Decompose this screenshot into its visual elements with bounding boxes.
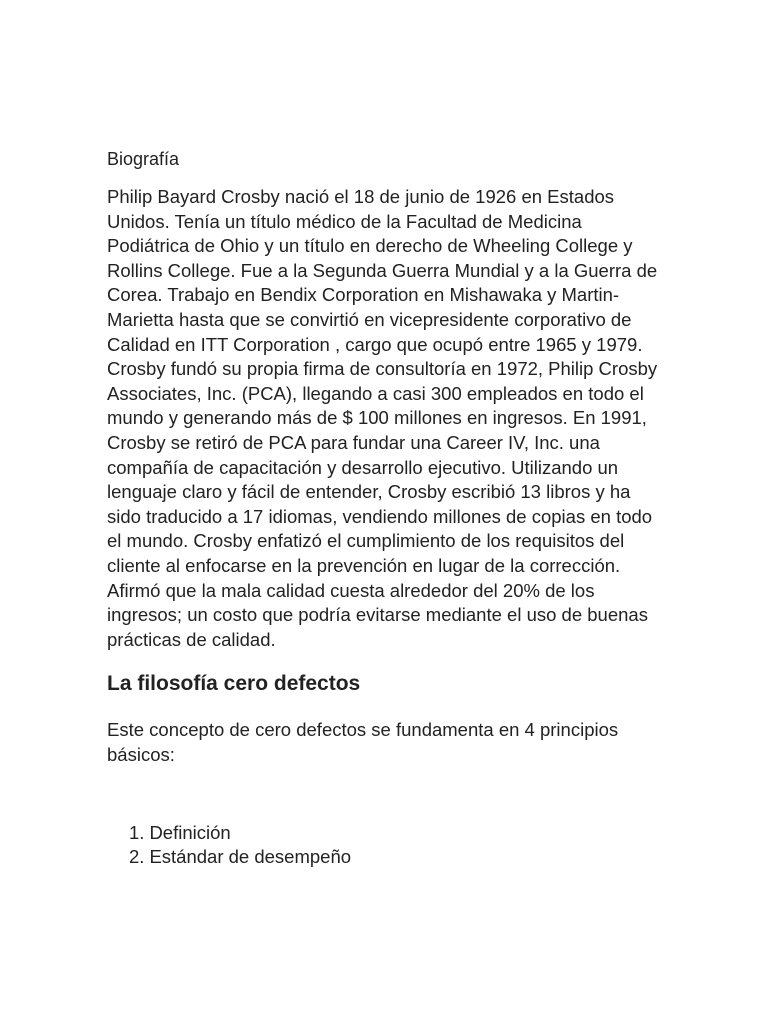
list-item-number: 2. <box>129 846 145 868</box>
principles-list <box>129 821 667 869</box>
list-item-number: 1. <box>129 822 145 844</box>
list-item-label: Estándar de desempeño <box>149 846 352 868</box>
list-item <box>129 821 667 845</box>
document-page <box>107 147 667 869</box>
list-item <box>129 845 667 869</box>
biography-paragraph: Philip Bayard Crosby nació el 18 de junio de 1926 en Estados Unidos. Tenía un título médico de la Facultad de Medicina Podiátrica de Ohio y un título en derecho de Wheeling College y Rollins College. Fue a la Segunda Guerra Mundial y a la Guerra de Corea. Trabajo en Bendix Corporation en Mishawaka y Martin-Marietta hasta que se convirtió en vicepresidente corporativo de Calidad en ITT Corporation , cargo que ocupó entre 1965 y 1979. Crosby fundó su propia firma de consultoría en 1972, Philip Crosby Associates, Inc. (PCA), llegando a casi 300 empleados en todo el mundo y generando más de $ 100 millones en ingresos. En 1991, Crosby se retiró de PCA para fundar una Career IV, Inc. una compañía de capacitación y desarrollo ejecutivo. Utilizando un lenguaje claro y fácil de entender, Crosby escribió 13 libros y ha sido traducido a 17 idiomas, vendiendo millones de copias en todo el mundo. Crosby enfatizó el cumplimiento de los requisitos del cliente al enfocarse en la prevención en lugar de la corrección. Afirmó que la mala calidad cuesta alrededor del 20% de los ingresos; un costo que podría evitarse mediante el uso de buenas prácticas de calidad. <box>107 186 658 650</box>
list-item-label: Definición <box>149 822 231 844</box>
section-heading: La filosofía cero defectos <box>107 672 361 696</box>
intro-paragraph: Este concepto de cero defectos se fundamenta en 4 principios básicos: <box>107 719 619 765</box>
section-label: Biografía <box>107 149 180 169</box>
